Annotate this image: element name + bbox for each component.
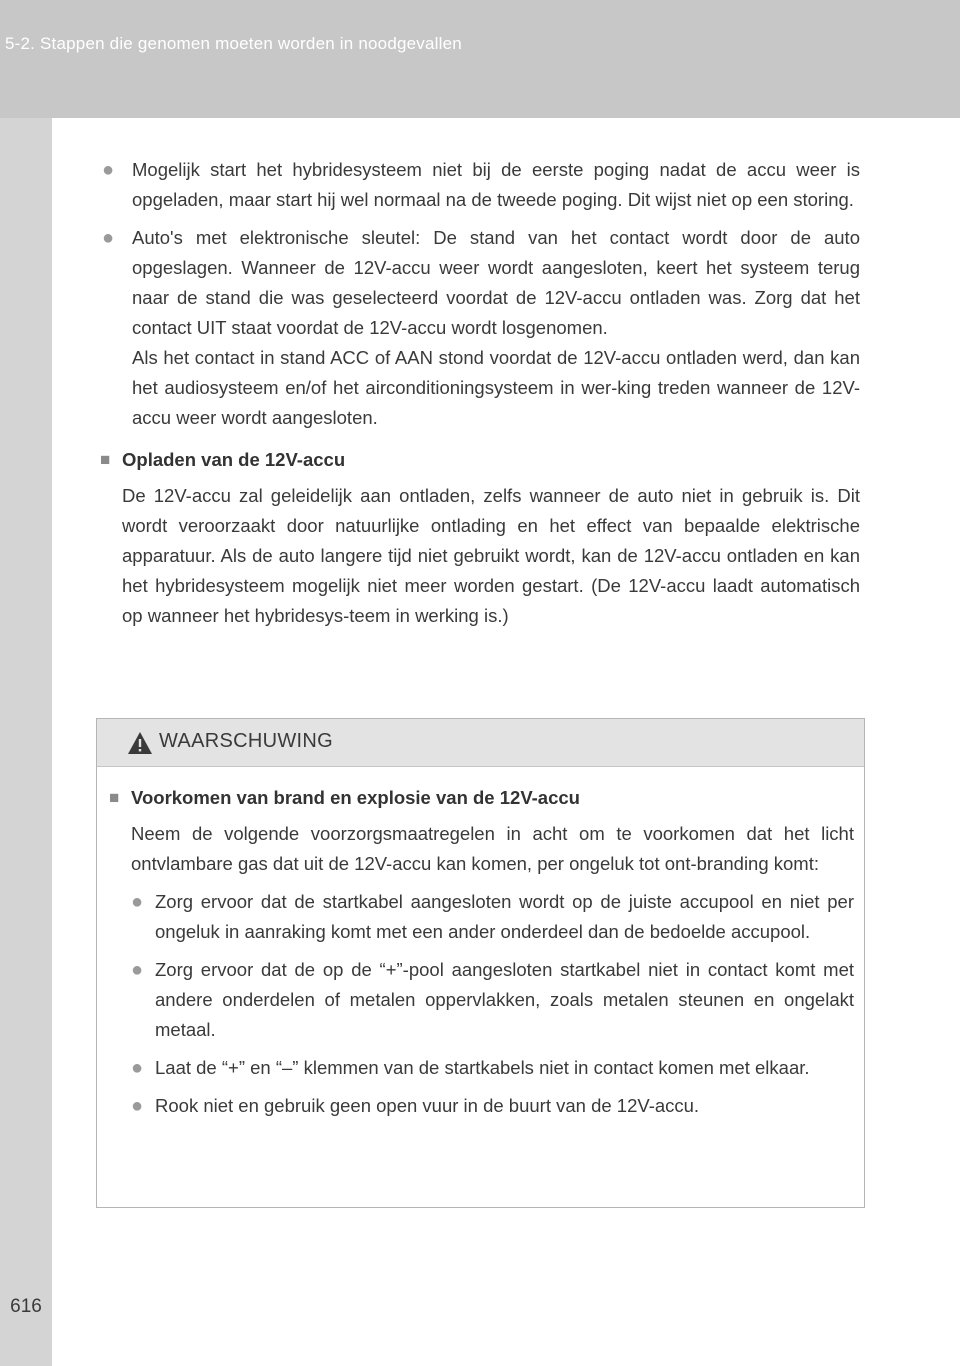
bullet-text: Auto's met elektronische sleutel: De stand van het contact wordt door de auto opgeslagen. Wanneer de 12V-accu weer wordt aangesloten, keert het systeem terug naar de stand die was geselecteerd voordat de 12V-accu ontladen was. Zorg dat het contact UIT staat voordat de 12V-accu wordt losgenomen. xyxy=(132,227,860,338)
bullet-text: Zorg ervoor dat de startkabel aangesloten wordt op de juiste accupool en niet per ongeluk in aanraking komt met een ander onderdeel dan de bedoelde accupool. xyxy=(155,891,854,942)
list-item xyxy=(131,1091,854,1121)
list-item xyxy=(131,887,854,947)
bullet-icon: ● xyxy=(131,1095,144,1117)
left-margin-strip xyxy=(0,118,52,1366)
list-item xyxy=(100,223,860,433)
header-band xyxy=(0,0,960,118)
bullet-icon: ● xyxy=(131,959,144,981)
list-item xyxy=(131,955,854,1045)
warning-heading-text: Voorkomen van brand en explosie van de 12V-accu xyxy=(131,787,580,808)
bullet-icon: ● xyxy=(131,891,144,913)
bullet-extra-text: Als het contact in stand ACC of AAN stond voordat de 12V-accu ontladen werd, dan kan het audiosysteem en/of het airconditioningsysteem in wer-king treden wanneer de 12V-accu weer wordt aangesloten. xyxy=(132,347,860,428)
section-heading xyxy=(100,445,860,475)
warning-heading xyxy=(109,783,854,813)
list-item xyxy=(131,1053,854,1083)
bullet-icon: ● xyxy=(102,159,115,181)
main-content xyxy=(100,155,860,631)
bullet-text: Laat de “+” en “–” klemmen van de startkabels niet in contact komen met elkaar. xyxy=(155,1057,810,1078)
warning-title: WAARSCHUWING xyxy=(159,730,333,752)
section-heading-text: Opladen van de 12V-accu xyxy=(122,449,346,470)
warning-body xyxy=(97,767,864,1121)
warning-triangle-icon xyxy=(127,731,153,755)
page-number: 616 xyxy=(10,1296,42,1317)
square-bullet-icon: ■ xyxy=(109,788,120,807)
section-body: De 12V-accu zal geleidelijk aan ontladen, zelfs wanneer de auto niet in gebruik is. Dit wordt veroorzaakt door natuurlijke ontlading en het effect van bepaalde elektrische apparatuur. Als de auto langere tijd niet gebruikt wordt, kan de 12V-accu ontladen en kan het hybridesysteem mogelijk niet meer worden gestart. (De 12V-accu laadt automatisch op wanneer het hybridesys-teem in werking is.) xyxy=(122,485,860,626)
warning-header xyxy=(97,719,864,767)
bullet-icon: ● xyxy=(131,1057,144,1079)
bullet-text: Zorg ervoor dat de op de “+”-pool aangesloten startkabel niet in contact komt met andere onderdelen of metalen oppervlakken, zoals metalen steunen en ongelakt metaal. xyxy=(155,959,854,1040)
square-bullet-icon: ■ xyxy=(100,450,111,469)
warning-box xyxy=(96,718,865,1208)
warning-intro: Neem de volgende voorzorgsmaatregelen in acht om te voorkomen dat het licht ontvlambare gas dat uit de 12V-accu kan komen, per ongeluk tot ont-branding komt: xyxy=(131,823,854,874)
list-item xyxy=(100,155,860,215)
bullet-text: Mogelijk start het hybridesysteem niet bij de eerste poging nadat de accu weer is opgeladen, maar start hij wel normaal na de tweede poging. Dit wijst niet op een storing. xyxy=(132,159,860,210)
section-title: 5-2. Stappen die genomen moeten worden in noodgevallen xyxy=(5,34,462,53)
bullet-text: Rook niet en gebruik geen open vuur in de buurt van de 12V-accu. xyxy=(155,1095,700,1116)
bullet-icon: ● xyxy=(102,227,115,249)
